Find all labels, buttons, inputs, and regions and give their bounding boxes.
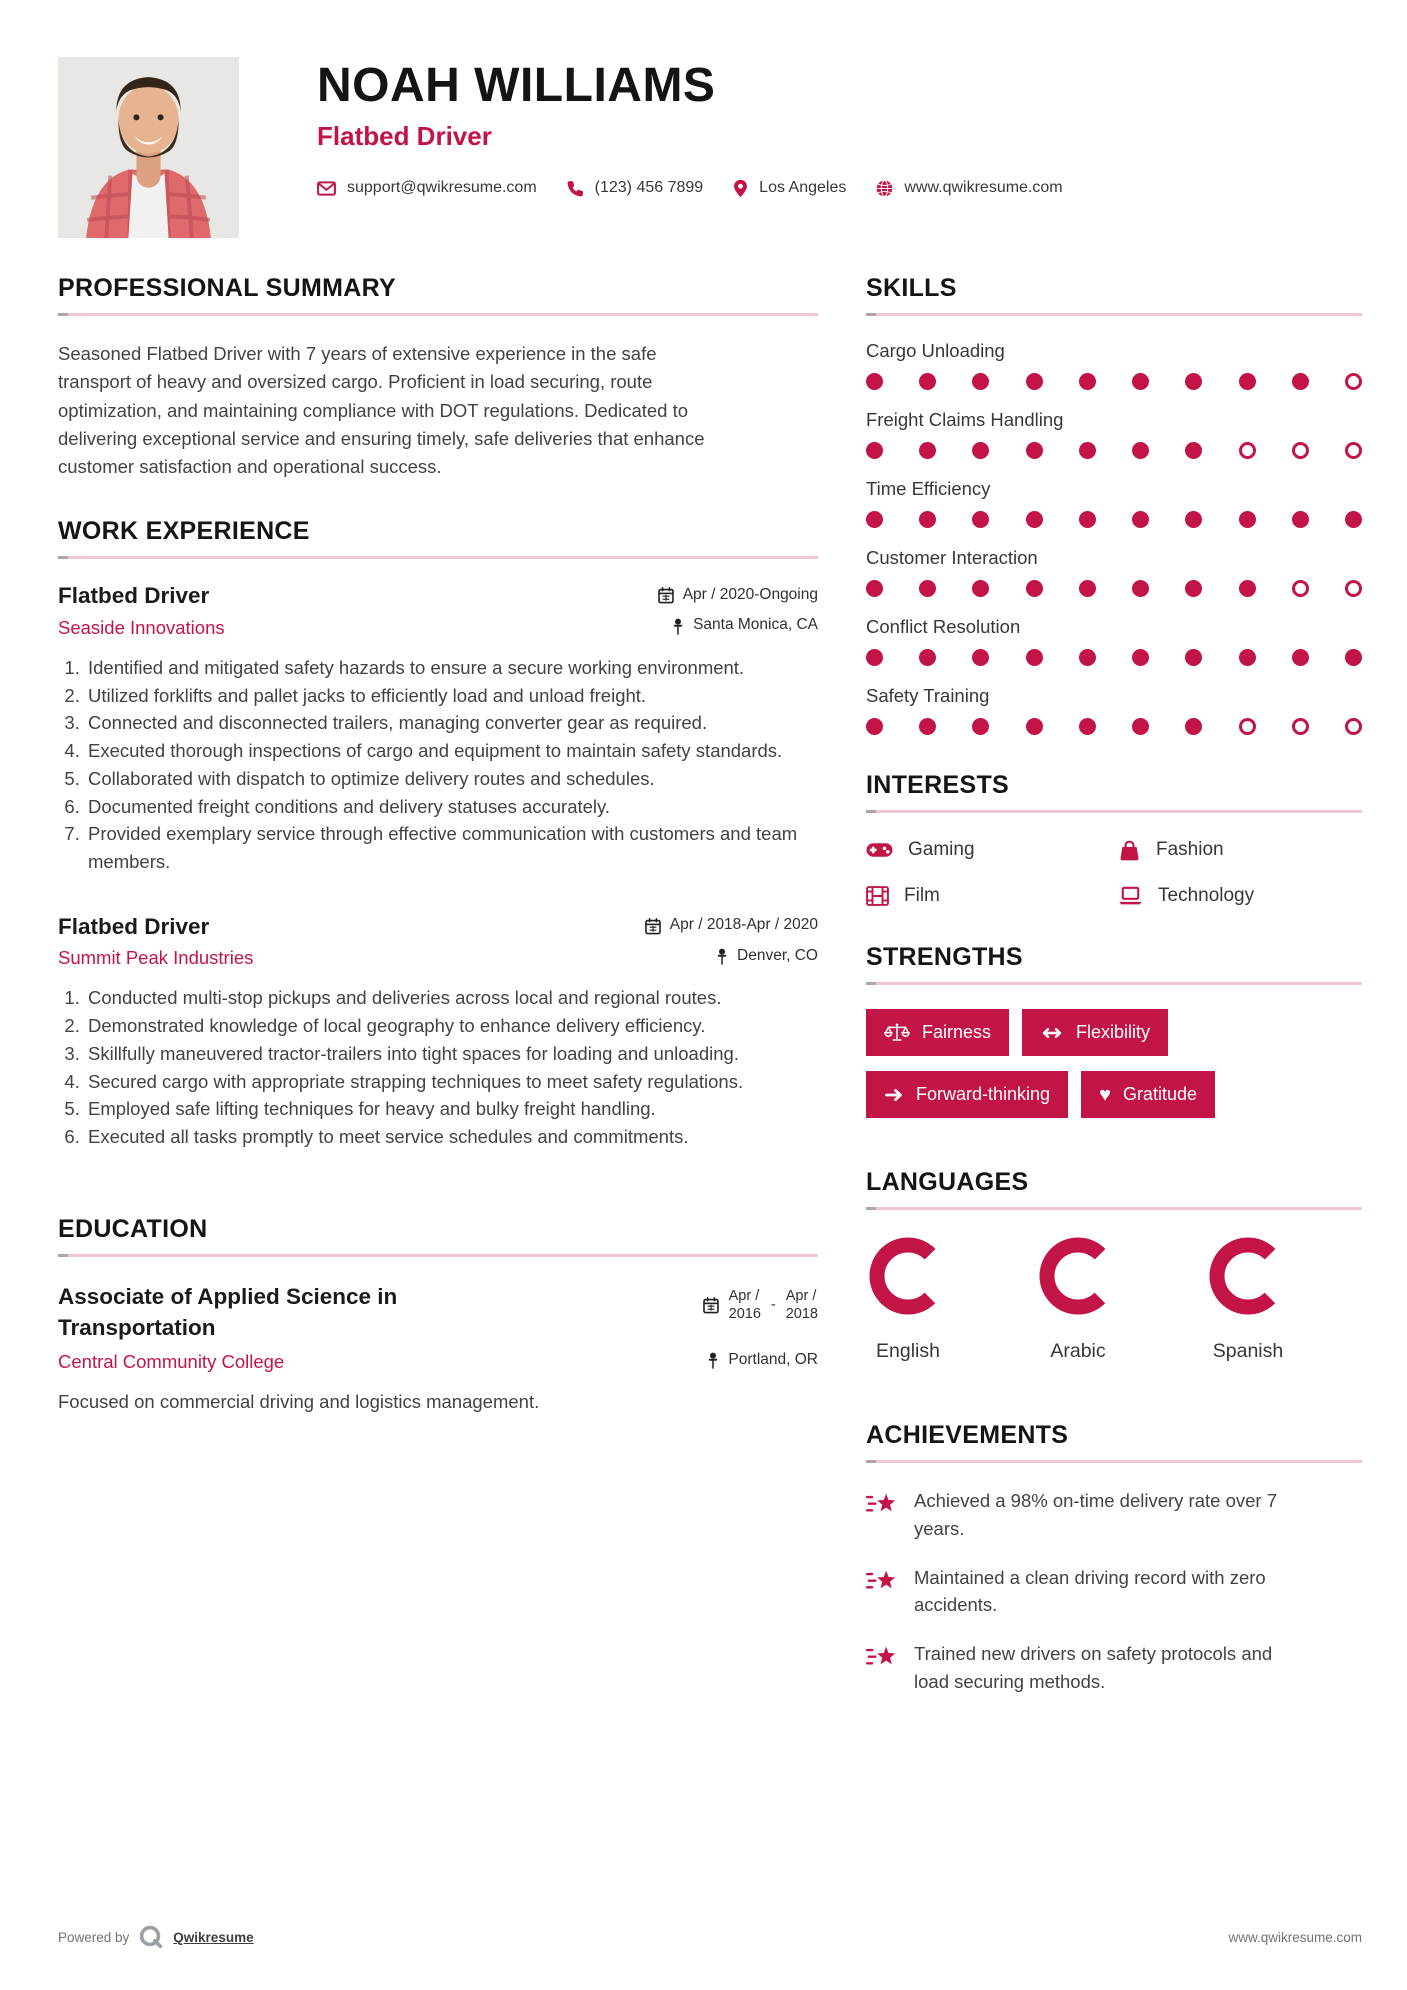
bullet: 1. Identified and mitigated safety hazards to ensure a secure working environment. <box>85 654 818 682</box>
film-icon <box>866 886 889 906</box>
education-note: Focused on commercial driving and logistics management. <box>58 1391 540 1413</box>
achievement-text: Achieved a 98% on-time delivery rate over 7 years. <box>914 1490 1277 1539</box>
skill-dot <box>1185 718 1202 735</box>
skill-dot <box>1026 442 1043 459</box>
strength-label: Forward-thinking <box>916 1084 1051 1104</box>
education-dates <box>703 1281 818 1323</box>
work-entry-company: Seaside Innovations <box>58 616 225 638</box>
skill-name: Customer Interaction <box>866 547 1038 568</box>
education-location <box>707 1351 818 1369</box>
education-date-from-year: 2016 <box>728 1306 761 1323</box>
skill-item <box>866 685 1362 735</box>
interests-grid <box>866 837 1362 907</box>
heart-icon: ♥ <box>1099 1083 1111 1106</box>
skill-dot <box>1292 580 1309 597</box>
profile-photo <box>58 57 239 238</box>
skill-dot <box>1239 649 1256 666</box>
interest-label: Film <box>904 885 940 906</box>
skill-dot <box>1185 442 1202 459</box>
skill-dot <box>1079 511 1096 528</box>
achievements-heading: ACHIEVEMENTS <box>866 1421 1069 1449</box>
interest-label: Fashion <box>1156 839 1224 860</box>
skill-item <box>866 616 1362 666</box>
interest-label: Gaming <box>908 839 975 860</box>
languages-heading: LANGUAGES <box>866 1168 1029 1196</box>
bullet: 2. Demonstrated knowledge of local geography to enhance delivery efficiency. <box>85 1012 818 1040</box>
pushpin-icon <box>672 618 684 635</box>
email-icon <box>317 181 336 196</box>
achievement-text: Maintained a clean driving record with zero accidents. <box>914 1566 1266 1616</box>
skill-dot <box>1185 511 1202 528</box>
skill-dot <box>1239 718 1256 735</box>
strength-badge <box>1081 1071 1215 1118</box>
achievement-text: Trained new drivers on safety protocols and load securing methods. <box>914 1643 1273 1692</box>
contact-phone-text: (123) 456 7899 <box>594 179 704 197</box>
bullet: 4. Executed thorough inspections of cargo and equipment to maintain safety standards. <box>85 737 818 765</box>
strength-badge <box>866 1009 1009 1056</box>
work-entry-company-row <box>58 616 818 639</box>
person-name: NOAH WILLIAMS <box>317 59 716 112</box>
section-rule <box>58 1254 818 1257</box>
summary-heading: PROFESSIONAL SUMMARY <box>58 274 396 302</box>
interests-heading: INTERESTS <box>866 771 1009 799</box>
skill-dot <box>1345 649 1362 666</box>
section-interests <box>866 771 1362 907</box>
interest-item <box>1118 885 1362 907</box>
skill-dot <box>919 649 936 666</box>
footer-url[interactable]: www.qwikresume.com <box>1228 1929 1362 1945</box>
work-entry <box>58 583 818 876</box>
qwikresume-logo-icon <box>138 1924 164 1950</box>
work-entry-title: Flatbed Driver <box>58 583 210 609</box>
shooting-star-icon <box>866 1568 897 1593</box>
profile-photo-illustration <box>58 57 239 238</box>
language-ring <box>1036 1234 1120 1318</box>
work-heading: WORK EXPERIENCE <box>58 517 310 546</box>
skills-heading: SKILLS <box>866 274 957 302</box>
section-rule <box>866 810 1362 813</box>
skill-dot <box>972 442 989 459</box>
skill-dot <box>1345 373 1362 390</box>
work-entry-date-text: Apr / 2020-Ongoing <box>682 585 818 603</box>
bullet: 3. Connected and disconnected trailers, managing converter gear as required. <box>85 709 818 737</box>
languages-row <box>866 1234 1362 1363</box>
strength-badge <box>1022 1009 1168 1056</box>
language-label: Arabic <box>1050 1340 1106 1362</box>
language-item <box>866 1234 950 1363</box>
handbag-icon <box>1118 839 1141 861</box>
work-entry-company-row <box>58 947 818 970</box>
language-ring <box>1206 1234 1290 1318</box>
shooting-star-icon <box>866 1644 897 1669</box>
left-column <box>58 274 818 1732</box>
skill-dot <box>1132 442 1149 459</box>
header <box>58 57 1362 238</box>
skill-dot <box>919 718 936 735</box>
strength-label: Gratitude <box>1122 1084 1197 1104</box>
work-entry-title: Flatbed Driver <box>58 913 210 939</box>
skill-dot <box>1079 373 1096 390</box>
bullet: 5. Collaborated with dispatch to optimize delivery routes and schedules. <box>85 765 818 793</box>
skill-dot <box>919 511 936 528</box>
skill-dot <box>1185 649 1202 666</box>
skill-dots <box>866 442 1362 459</box>
skill-dot <box>1026 511 1043 528</box>
education-location-text: Portland, OR <box>728 1350 818 1368</box>
section-rule <box>866 982 1362 985</box>
section-rule <box>866 1460 1362 1463</box>
work-entry-bullets <box>58 654 818 876</box>
interest-item <box>866 839 1110 861</box>
skill-dot <box>1026 373 1043 390</box>
right-arrow-icon <box>884 1088 904 1102</box>
contact-phone <box>567 179 704 197</box>
education-date-from-month: Apr / <box>728 1287 760 1304</box>
contact-location <box>733 179 846 198</box>
education-date-separator: - <box>770 1297 776 1314</box>
bullet: 3. Skillfully maneuvered tractor-trailers into tight spaces for loading and unloading. <box>85 1040 818 1068</box>
skill-dot <box>1185 373 1202 390</box>
bullet: 5. Employed safe lifting techniques for heavy and bulky freight handling. <box>85 1095 818 1123</box>
skill-dot <box>1239 580 1256 597</box>
bullet: 1. Conducted multi-stop pickups and deliveries across local and regional routes. <box>85 984 818 1012</box>
work-entry-date <box>645 916 818 934</box>
skill-dots <box>866 511 1362 528</box>
skill-item <box>866 409 1362 459</box>
skill-dot <box>1026 718 1043 735</box>
language-item <box>1036 1234 1120 1363</box>
skill-dot <box>1292 511 1309 528</box>
bullet: 6. Documented freight conditions and delivery statuses accurately. <box>85 793 818 821</box>
skill-dots <box>866 580 1362 597</box>
skill-dot <box>1345 511 1362 528</box>
strength-label: Flexibility <box>1076 1022 1151 1042</box>
left-right-arrow-icon <box>1040 1026 1064 1040</box>
work-entry-company: Summit Peak Industries <box>58 947 254 969</box>
strength-label: Fairness <box>922 1022 992 1042</box>
calendar-icon <box>645 918 661 935</box>
laptop-icon <box>1118 886 1143 906</box>
skill-dot <box>866 511 883 528</box>
language-ring <box>866 1234 950 1318</box>
skill-dot <box>1292 373 1309 390</box>
work-entry-date-text: Apr / 2018-Apr / 2020 <box>669 916 818 934</box>
work-entry-bullets <box>58 984 818 1151</box>
education-date-to <box>786 1287 818 1323</box>
skill-item <box>866 478 1362 528</box>
language-label: English <box>876 1340 940 1362</box>
skill-dot <box>1185 580 1202 597</box>
skill-dot <box>972 649 989 666</box>
skill-name: Conflict Resolution <box>866 616 1021 637</box>
gamepad-icon <box>866 841 893 859</box>
skill-name: Freight Claims Handling <box>866 409 1064 430</box>
education-date-to-year: 2018 <box>785 1306 818 1323</box>
footer <box>58 1924 1362 1950</box>
skill-dot <box>1345 442 1362 459</box>
qwikresume-link[interactable]: Qwikresume <box>173 1929 254 1945</box>
skill-dot <box>1079 649 1096 666</box>
skill-dot <box>1345 718 1362 735</box>
skill-dot <box>1079 718 1096 735</box>
bullet: 6. Executed all tasks promptly to meet service schedules and commitments. <box>85 1123 818 1151</box>
education-school-row <box>58 1351 818 1374</box>
pushpin-icon <box>716 948 728 965</box>
right-column <box>866 274 1362 1732</box>
header-text <box>317 57 1093 238</box>
skill-dot <box>1132 373 1149 390</box>
work-entry-location-text: Denver, CO <box>737 946 818 964</box>
calendar-icon <box>658 587 674 604</box>
calendar-icon <box>703 1297 719 1314</box>
phone-icon <box>567 180 584 197</box>
achievement-item <box>866 1564 1362 1620</box>
education-date-from <box>729 1287 761 1323</box>
section-education <box>58 1215 818 1414</box>
contact-website-text: www.qwikresume.com <box>904 179 1063 197</box>
work-entry-title-row <box>58 583 818 609</box>
interest-item <box>1118 839 1362 861</box>
skill-item <box>866 340 1362 390</box>
skill-dot <box>919 442 936 459</box>
skill-dot <box>1239 373 1256 390</box>
bullet: 4. Secured cargo with appropriate strapping techniques to meet safety regulations. <box>85 1068 818 1096</box>
language-label: Spanish <box>1212 1340 1284 1362</box>
skill-dot <box>1292 718 1309 735</box>
skill-dot <box>866 580 883 597</box>
skill-dot <box>972 373 989 390</box>
skill-dot <box>1292 442 1309 459</box>
bullet: 7. Provided exemplary service through effective communication with customers and team members. <box>85 820 818 876</box>
skill-name: Time Efficiency <box>866 478 991 499</box>
footer-brand <box>58 1924 254 1950</box>
education-degree: Associate of Applied Science in Transportation <box>58 1283 398 1341</box>
powered-by-label: Powered by <box>58 1929 130 1945</box>
skill-dot <box>1239 442 1256 459</box>
strength-badges <box>866 1009 1362 1118</box>
section-rule <box>58 313 818 316</box>
section-achievements <box>866 1421 1362 1696</box>
location-pin-icon <box>733 179 748 198</box>
interest-item <box>866 885 1110 907</box>
skill-dot <box>1079 580 1096 597</box>
strengths-heading: STRENGTHS <box>866 943 1023 971</box>
work-entry-location <box>716 947 818 965</box>
language-item <box>1206 1234 1290 1363</box>
contact-email[interactable] <box>317 179 537 197</box>
skill-dot <box>1292 649 1309 666</box>
shooting-star-icon <box>866 1491 897 1516</box>
skill-dots <box>866 718 1362 735</box>
section-work-experience <box>58 517 818 1151</box>
skill-dot <box>919 580 936 597</box>
section-strengths <box>866 943 1362 1118</box>
skill-dot <box>1345 580 1362 597</box>
work-entry-location-text: Santa Monica, CA <box>693 616 818 634</box>
skill-dot <box>1132 511 1149 528</box>
skill-dot <box>972 718 989 735</box>
skill-name: Safety Training <box>866 685 990 706</box>
content-columns <box>58 274 1362 1732</box>
section-rule <box>866 1207 1362 1210</box>
skill-dot <box>1026 649 1043 666</box>
person-job-title: Flatbed Driver <box>317 120 492 151</box>
section-rule <box>58 556 818 559</box>
skill-dot <box>1132 649 1149 666</box>
interest-label: Technology <box>1158 885 1255 906</box>
skill-dot <box>1026 580 1043 597</box>
work-entry-location <box>672 616 818 634</box>
education-heading: EDUCATION <box>58 1214 208 1243</box>
summary-text: Seasoned Flatbed Driver with 7 years of extensive experience in the safe transport of heavy and oversized cargo. Proficient in load securing, route optimization, and maintaining compliance with DOT regulations. Dedicated to delivering exceptional service and ensuring timely, safe deliveries that enhance customer satisfaction and operational success. <box>58 343 705 478</box>
education-school: Central Community College <box>58 1351 285 1373</box>
contact-location-text: Los Angeles <box>759 179 847 197</box>
contact-website[interactable] <box>876 179 1062 197</box>
skill-dot <box>1132 718 1149 735</box>
pushpin-icon <box>707 1352 719 1369</box>
strength-badge <box>866 1071 1068 1118</box>
skill-dot <box>866 718 883 735</box>
achievement-item <box>866 1487 1362 1543</box>
skill-dot <box>972 511 989 528</box>
section-skills <box>866 274 1362 735</box>
achievement-item <box>866 1640 1362 1696</box>
skill-dot <box>1132 580 1149 597</box>
globe-icon <box>876 180 893 197</box>
section-professional-summary <box>58 274 818 481</box>
skill-item <box>866 547 1362 597</box>
contact-row <box>317 179 1093 198</box>
contact-email-text: support@qwikresume.com <box>347 179 537 197</box>
skill-dot <box>866 373 883 390</box>
work-entry <box>58 914 818 1151</box>
work-entry-title-row <box>58 914 818 940</box>
work-entry-date <box>658 586 818 604</box>
bullet: 2. Utilized forklifts and pallet jacks to efficiently load and unload freight. <box>85 682 818 710</box>
education-title-row <box>58 1281 818 1344</box>
skill-dot <box>972 580 989 597</box>
skill-dots <box>866 649 1362 666</box>
section-languages <box>866 1168 1362 1363</box>
skill-dot <box>866 649 883 666</box>
skill-dot <box>866 442 883 459</box>
skill-dots <box>866 373 1362 390</box>
section-rule <box>866 313 1362 316</box>
education-date-to-month: Apr / <box>785 1287 817 1304</box>
skill-name: Cargo Unloading <box>866 340 1005 361</box>
skill-dot <box>1239 511 1256 528</box>
skill-dot <box>919 373 936 390</box>
balance-scale-icon <box>884 1023 910 1042</box>
skill-dot <box>1079 442 1096 459</box>
